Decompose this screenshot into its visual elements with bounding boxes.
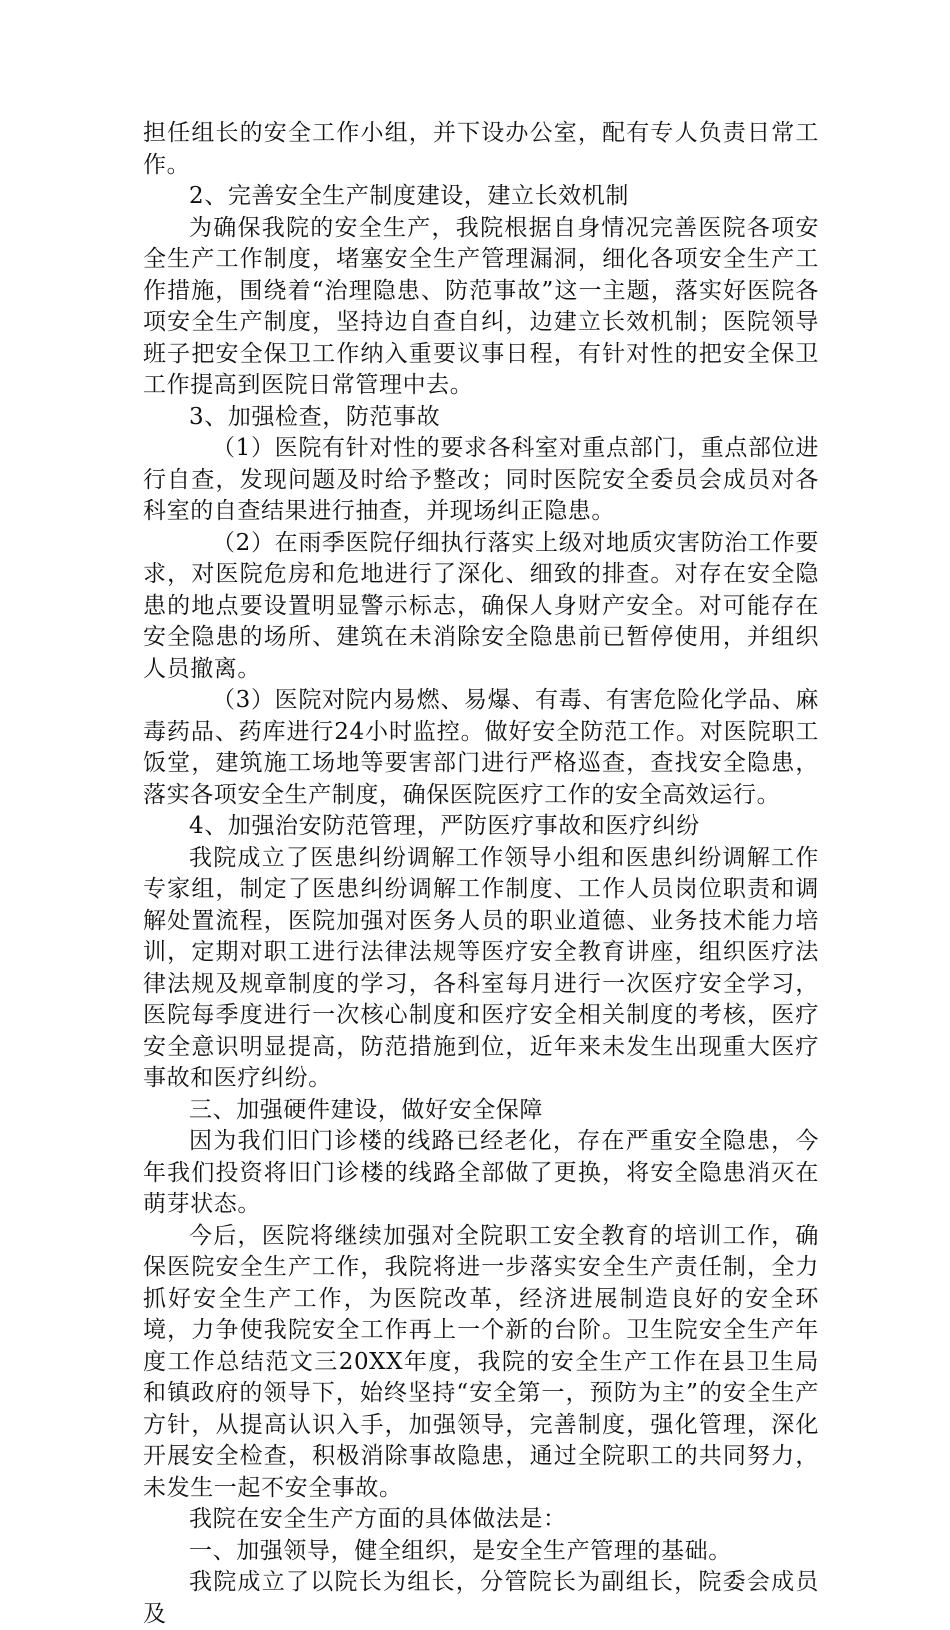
paragraph-item-2: （2）在雨季医院仔细执行落实上级对地质灾害防治工作要求，对医院危房和危地进行了深化、细致的排查。对存在安全隐患的地点要设置明显警示标志，确保人身财产安全。对可能存在安全隐患的场所、建筑在未消除安全隐患前已暂停使用，并组织人员撤离。 — [143, 529, 819, 682]
section-heading-4: 4、加强治安防范管理，严防医疗事故和医疗纠纷 — [189, 813, 700, 839]
document-body — [143, 118, 819, 1630]
section-heading-2: 2、完善安全生产制度建设，建立长效机制 — [189, 183, 630, 209]
paragraph-item-1: （1）医院有针对性的要求各科室对重点部门，重点部位进行自查，发现问题及时给予整改；同时医院安全委员会成员对各科室的自查结果进行抽查，并现场纠正隐患。 — [143, 435, 819, 524]
paragraph-practices-intro: 我院在安全生产方面的具体做法是： — [189, 1506, 567, 1532]
paragraph-safety-system: 为确保我院的安全生产，我院根据自身情况完善医院各项安全生产工作制度，堵塞安全生产管理漏洞，细化各项安全生产工作措施，围绕着“治理隐患、防范事故”这一主题，落实好医院各项安全生产制度，坚持边自查自纠，边建立长效机制；医院领导班子把安全保卫工作纳入重要议事日程，有针对性的把安全保卫工作提高到医院日常管理中去。 — [143, 214, 819, 398]
section-heading-three: 三、加强硬件建设，做好安全保障 — [189, 1096, 543, 1123]
paragraph-item-3: （3）医院对院内易燃、易爆、有毒、有害危险化学品、麻毒药品、药库进行24小时监控。做好安全防范工作。对医院职工饭堂，建筑施工场地等要害部门进行严格巡查，查找安全隐患，落实各项安全生产制度，确保医院医疗工作的安全高效运行。 — [143, 687, 819, 808]
paragraph-organization: 我院成立了以院长为组长，分管院长为副组长，院委会成员及 — [143, 1569, 819, 1627]
paragraph-future-plan: 今后，医院将继续加强对全院职工安全教育的培训工作，确保医院安全生产工作，我院将进一步落实安全生产责任制，全力抓好安全生产工作，为医院改革，经济进展制造良好的安全环境，力争使我院安全工作再上一个新的台阶。卫生院安全生产年度工作总结范文三20XX年度，我院的安全生产工作在县卫生局和镇政府的领导下，始终坚持“安全第一，预防为主”的安全生产方针，从提高认识入手，加强领导，完善制度，强化管理，深化开展安全检查，积极消除事故隐患，通过全院职工的共同努力，未发生一起不安全事故。 — [143, 1222, 819, 1501]
paragraph-medical-disputes: 我院成立了医患纠纷调解工作领导小组和医患纠纷调解工作专家组，制定了医患纠纷调解工作制度、工作人员岗位职责和调解处置流程，医院加强对医务人员的职业道德、业务技术能力培训，定期对职工进行法律法规等医疗安全教育讲座，组织医疗法律法规及规章制度的学习，各科室每月进行一次医疗安全学习，医院每季度进行一次核心制度和医疗安全相关制度的考核，医疗安全意识明显提高，防范措施到位，近年来未发生出现重大医疗事故和医疗纠纷。 — [143, 844, 819, 1091]
paragraph-continuation: 担任组长的安全工作小组，并下设办公室，配有专人负责日常工作。 — [143, 120, 819, 178]
section-heading-3: 3、加强检查，防范事故 — [189, 403, 441, 430]
paragraph-hardware: 因为我们旧门诊楼的线路已经老化，存在严重安全隐患，今年我们投资将旧门诊楼的线路全部做了更换，将安全隐患消灭在萌芽状态。 — [143, 1128, 819, 1217]
section-heading-one: 一、加强领导，健全组织，是安全生产管理的基础。 — [189, 1537, 732, 1564]
